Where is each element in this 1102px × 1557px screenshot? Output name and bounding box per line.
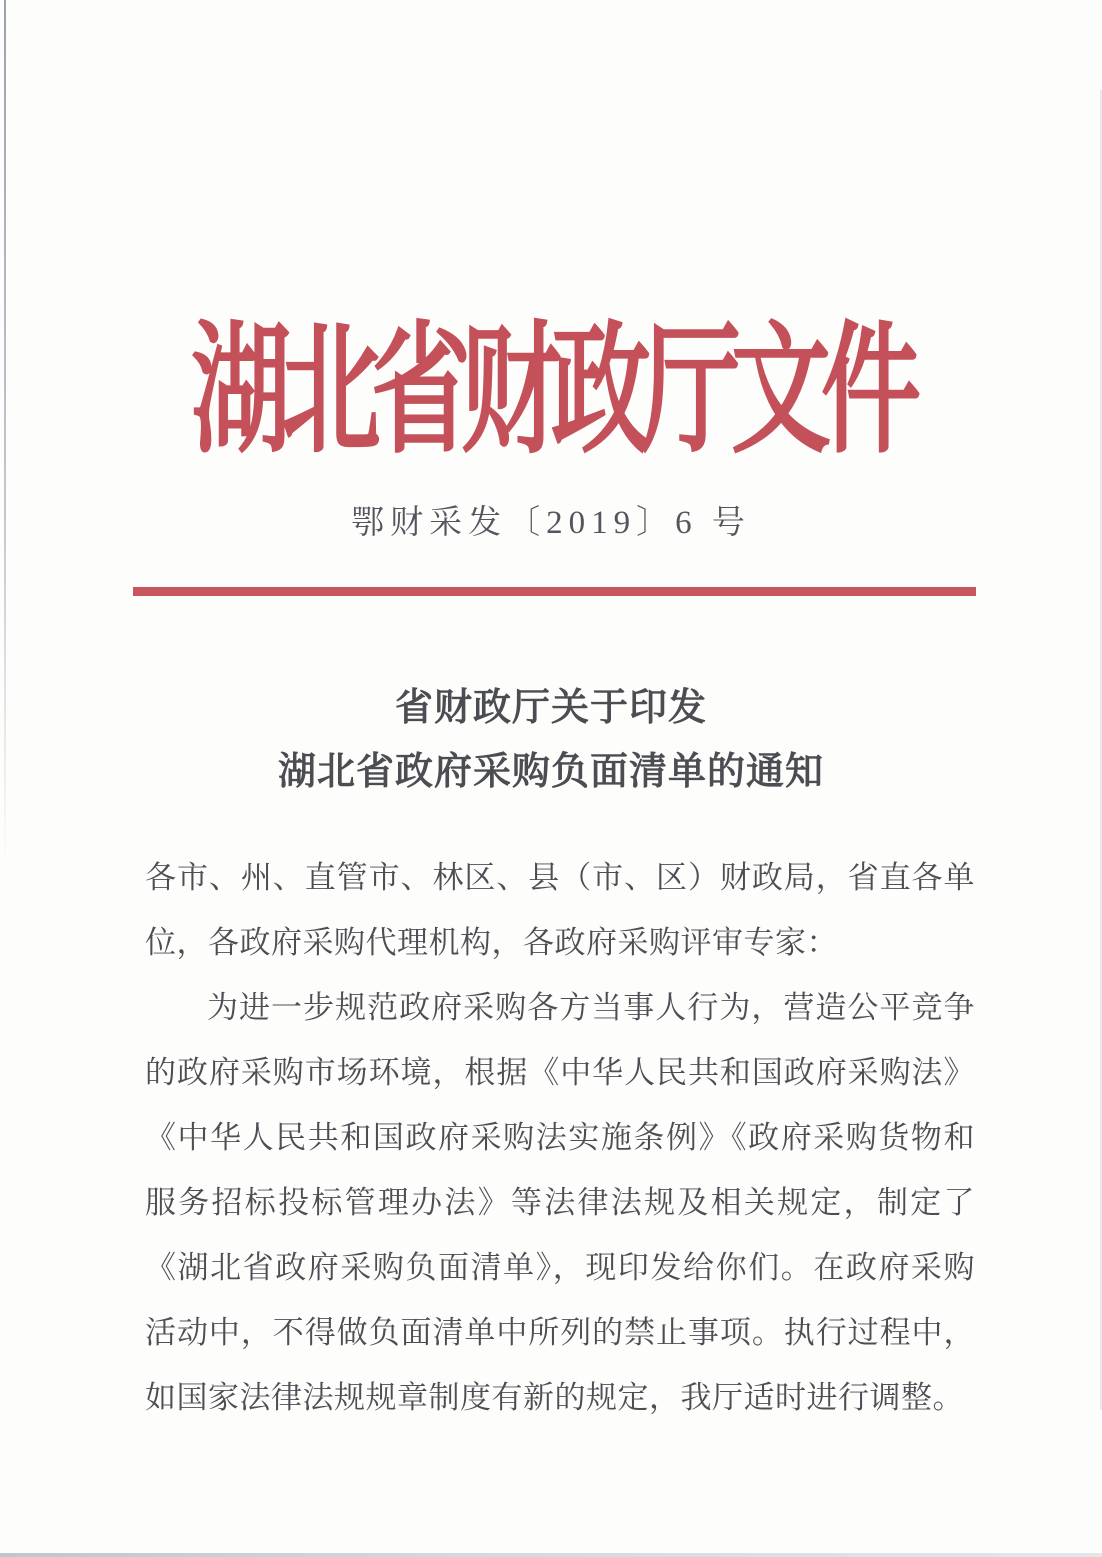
document-number: 鄂财采发〔2019〕6 号 [351,505,751,541]
salutation-paragraph: 各市、州、直管市、林区、县（市、区）财政局，省直各单位，各政府采购代理机构，各政府采购评审专家： [145,860,975,960]
notice-title-line2: 湖北省政府采购负面清单的通知 [277,751,824,793]
scan-edge-bottom [0,1553,1102,1557]
notice-title [0,676,1102,804]
notice-title-line1: 省财政厅关于印发 [394,687,707,729]
main-paragraph: 为进一步规范政府采购各方当事人行为，营造公平竞争的政府采购市场环境，根据《中华人民共和国政府采购法》《中华人民共和国政府采购法实施条例》《政府采购货物和服务招标投标管理办法》等法律法规及相关规定，制定了《湖北省政府采购负面清单》，现印发给你们。在政府采购活动中，不得做负面清单中所列的禁止事项。执行过程中，如国家法律法规规章制度有新的规定，我厅适时进行调整。 [145,990,975,1415]
red-divider-line [133,587,976,596]
notice-body [145,845,975,1430]
letterhead-title: 湖北省财政厅文件 [191,312,911,471]
